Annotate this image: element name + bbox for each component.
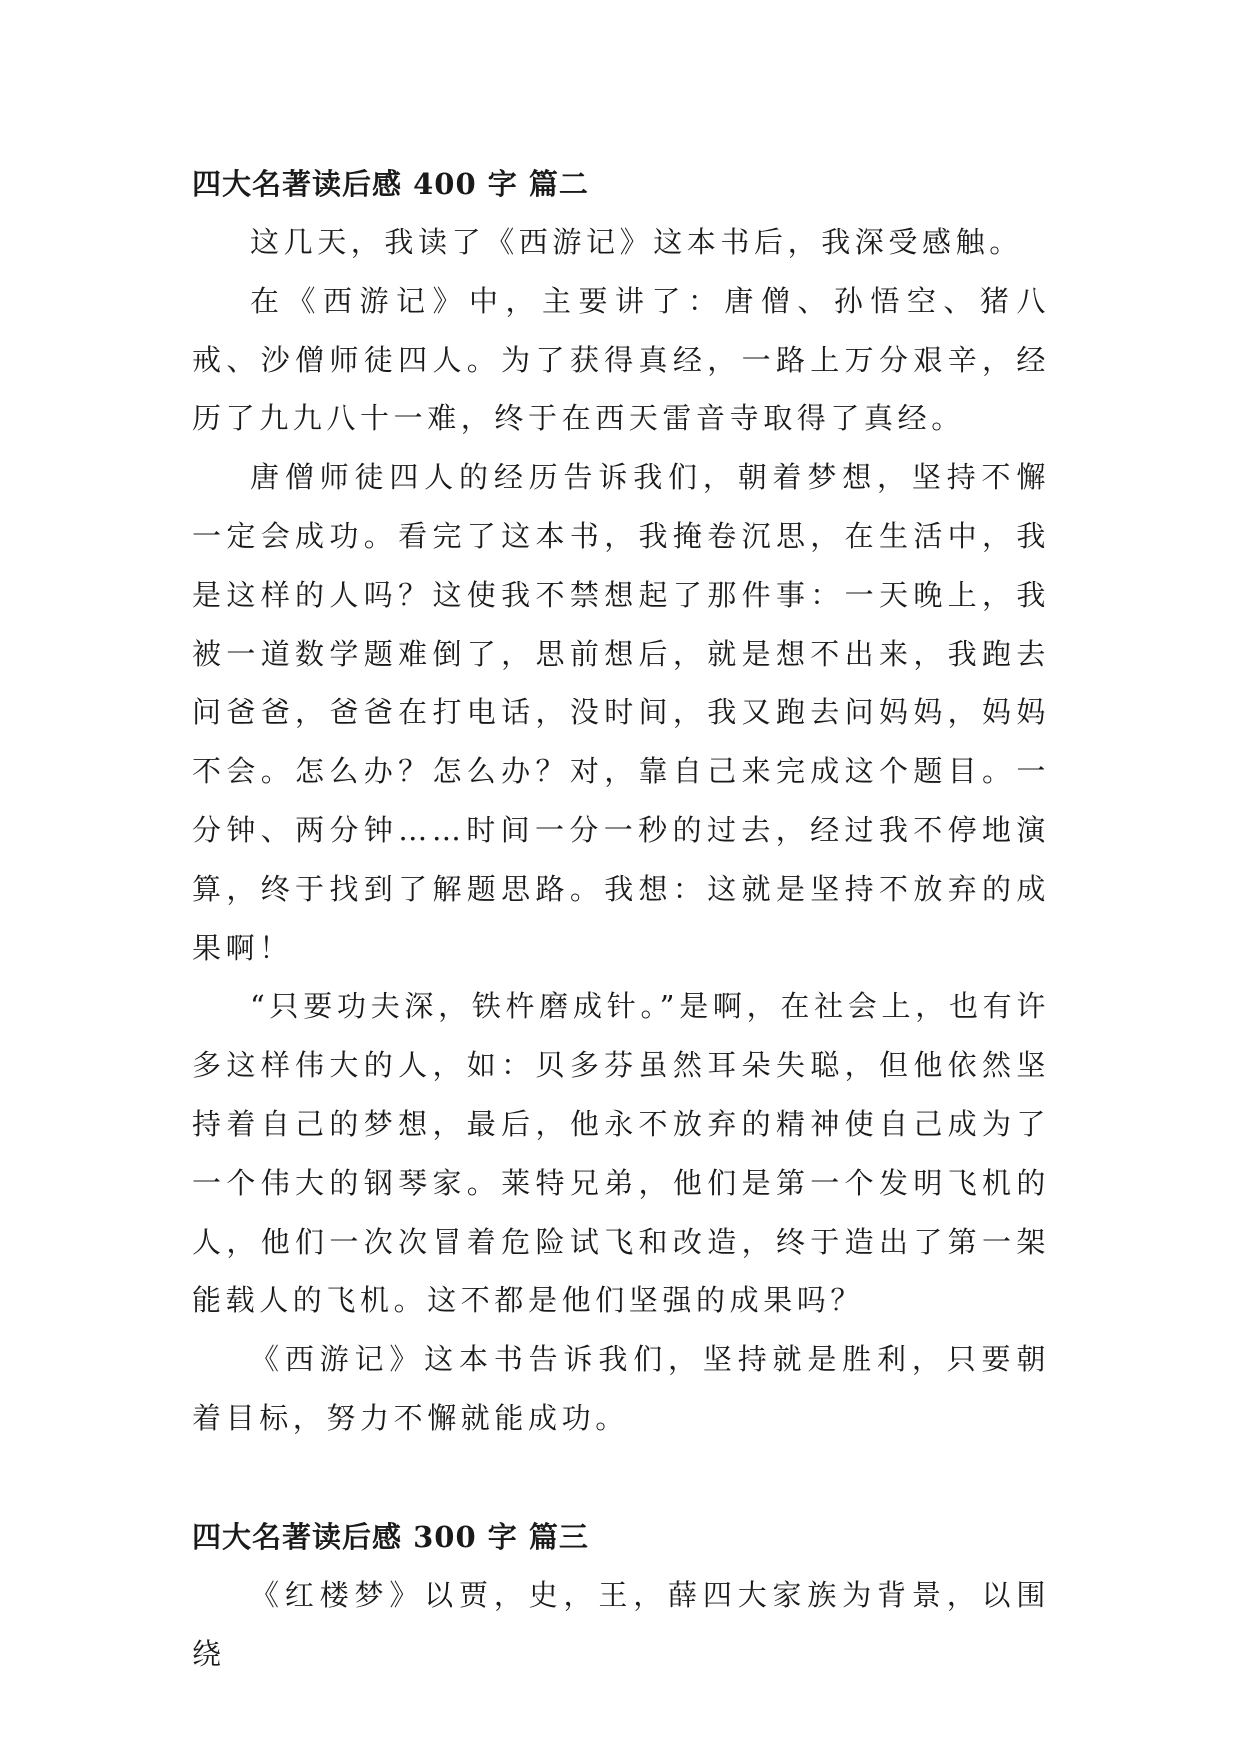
document-page bbox=[192, 155, 1050, 1683]
section-heading: 四大名著读后感 400 字 篇二 bbox=[192, 167, 589, 201]
section-heading: 四大名著读后感 300 字 篇三 bbox=[192, 1519, 589, 1554]
section-gap bbox=[192, 1448, 1050, 1508]
paragraph: “只要功夫深，铁杵磨成针。”是啊，在社会上，也有许多这样伟大的人，如：贝多芬虽然耳朵失聪，但他依然坚持着自己的梦想，最后，他永不放弃的精神使自己成为了一个伟大的钢琴家。莱特兄弟，他们是第一个发明飞机的人，他们一次次冒着危险试飞和改造，终于造出了第一架能载人的飞机。这不都是他们坚强的成果吗？ bbox=[192, 989, 1050, 1318]
paragraph: 这几天，我读了《西游记》这本书后，我深受感触。 bbox=[250, 225, 1023, 259]
paragraph: 唐僧师徒四人的经历告诉我们，朝着梦想，坚持不懈一定会成功。看完了这本书，我掩卷沉思，在生活中，我是这样的人吗？这使我不禁想起了那件事：一天晚上，我被一道数学题难倒了，思前想后，就是想不出来，我跑去问爸爸，爸爸在打电话，没时间，我又跑去问妈妈，妈妈不会。怎么办？怎么办？对，靠自己来完成这个题目。一分钟、两分钟……时间一分一秒的过去，经过我不停地演算，终于找到了解题思路。我想：这就是坚持不放弃的成果啊！ bbox=[192, 460, 1050, 965]
paragraph: 《西游记》这本书告诉我们，坚持就是胜利，只要朝着目标，努力不懈就能成功。 bbox=[192, 1342, 1050, 1435]
paragraph: 在《西游记》中，主要讲了：唐僧、孙悟空、猪八戒、沙僧师徒四人。为了获得真经，一路上万分艰辛，经历了九九八十一难，终于在西天雷音寺取得了真经。 bbox=[192, 283, 1050, 436]
paragraph: 《红楼梦》以贾，史，王，薛四大家族为背景，以围绕 bbox=[192, 1577, 1050, 1671]
